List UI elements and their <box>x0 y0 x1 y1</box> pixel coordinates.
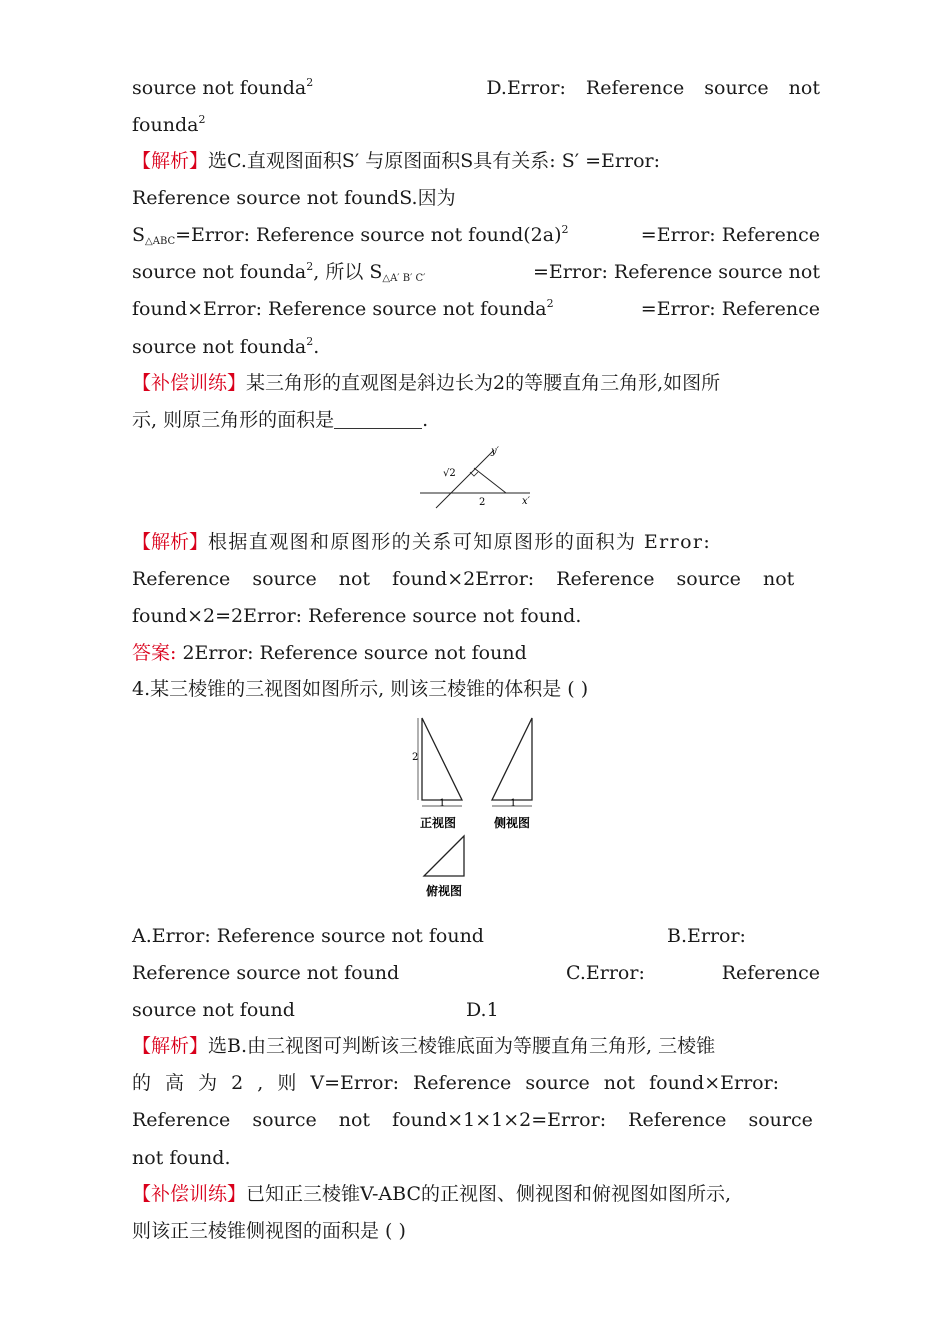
option-b: B.Error: <box>667 925 746 947</box>
x-axis-label: x′ <box>522 496 530 507</box>
option-d-tail: founda$^2$ <box>132 113 206 136</box>
analysis-tag: 【解析】 <box>132 150 209 172</box>
supplement-2-line-2: 则该正三棱锥侧视图的面积是 ( ) <box>132 1220 406 1242</box>
analysis-3-line-3: Reference source not found×1×1×2=Error: Reference source <box>132 1109 813 1131</box>
options-line-3: source not found D.1 <box>132 999 499 1021</box>
analysis-1-line-4: source not founda$^2$, 所以 $S_{\triangle A' B' C'}$ =Error: Reference source not <box>132 260 820 284</box>
answer-tag: 答案: <box>132 642 177 664</box>
options-line-2: Reference source not found C.Error: Reference <box>132 962 820 984</box>
analysis-2-line-1: 【解析】根据直观图和原图形的关系可知原图形的面积为 Error: <box>132 531 712 553</box>
analysis-3-line-2: 的 高 为 2 , 则 V=Error: Reference source not found×Error: <box>132 1072 780 1094</box>
side-base-label: 1 <box>510 798 517 809</box>
option-c-d-line <box>132 76 820 100</box>
analysis-3-line-4: not found. <box>132 1147 231 1169</box>
side-view-caption: 侧视图 <box>494 816 531 830</box>
front-view-caption: 正视图 <box>420 816 457 830</box>
three-views-figure <box>410 712 540 900</box>
analysis-1-line-1: 【解析】选C.直观图面积S′ 与原图面积S具有关系: S′ =Error: <box>132 150 660 172</box>
front-height-label: 2 <box>412 752 419 763</box>
option-a: A.Error: Reference source not found <box>132 925 484 947</box>
analysis-1-line-5: found×Error: Reference source not founda$^2$ =Error: Reference <box>132 297 820 320</box>
side-view-triangle <box>492 718 532 800</box>
supplement-1-line-1: 【补偿训练】某三角形的直观图是斜边长为2的等腰直角三角形,如图所 <box>132 372 721 394</box>
answer-blank <box>334 411 422 429</box>
supplement-1-line-2: 示, 则原三角形的面积是 . <box>132 409 429 431</box>
option-d-q4: D.1 <box>466 999 499 1021</box>
question-4: 4.某三棱锥的三视图如图所示, 则该三棱锥的体积是 ( ) <box>132 678 589 700</box>
answer-line: 答案: 2Error: Reference source not found <box>132 642 527 664</box>
triangle-hypotenuse-side <box>474 468 506 493</box>
analysis-2-line-2: Reference source not found×2Error: Reference source not <box>132 568 795 590</box>
options-line-1 <box>132 924 820 948</box>
option-d: D.Error: Reference source not <box>486 77 820 99</box>
analysis-1-line-2: Reference source not foundS.因为 <box>132 187 456 209</box>
base-length-label: 2 <box>479 497 486 508</box>
top-view-triangle <box>424 836 464 876</box>
supplement-tag: 【补偿训练】 <box>132 372 247 394</box>
intuitive-diagram-figure <box>418 442 538 512</box>
analysis-1-line-3: $S_{\triangle ABC}=Error$: Reference source not $found(2a)^2$ =Error: Reference <box>132 223 820 247</box>
side-length-label: √2 <box>443 468 456 479</box>
top-view-caption: 俯视图 <box>426 884 463 898</box>
analysis-1-line-6: source not founda$^2$. <box>132 335 320 358</box>
front-view-triangle <box>422 718 462 800</box>
analysis-2-line-3: found×2=2Error: Reference source not found. <box>132 605 582 627</box>
analysis-3-line-1: 【解析】选B.由三视图可判断该三棱锥底面为等腰直角三角形, 三棱锥 <box>132 1035 716 1057</box>
front-base-label: 1 <box>439 798 446 809</box>
option-c: C.Error: <box>566 962 645 984</box>
option-c-tail: source not founda$^2$ <box>132 76 314 99</box>
supplement-2-line-1: 【补偿训练】已知正三棱锥V-ABC的正视图、侧视图和俯视图如图所示, <box>132 1183 732 1205</box>
y-axis-label: y′ <box>491 446 499 457</box>
